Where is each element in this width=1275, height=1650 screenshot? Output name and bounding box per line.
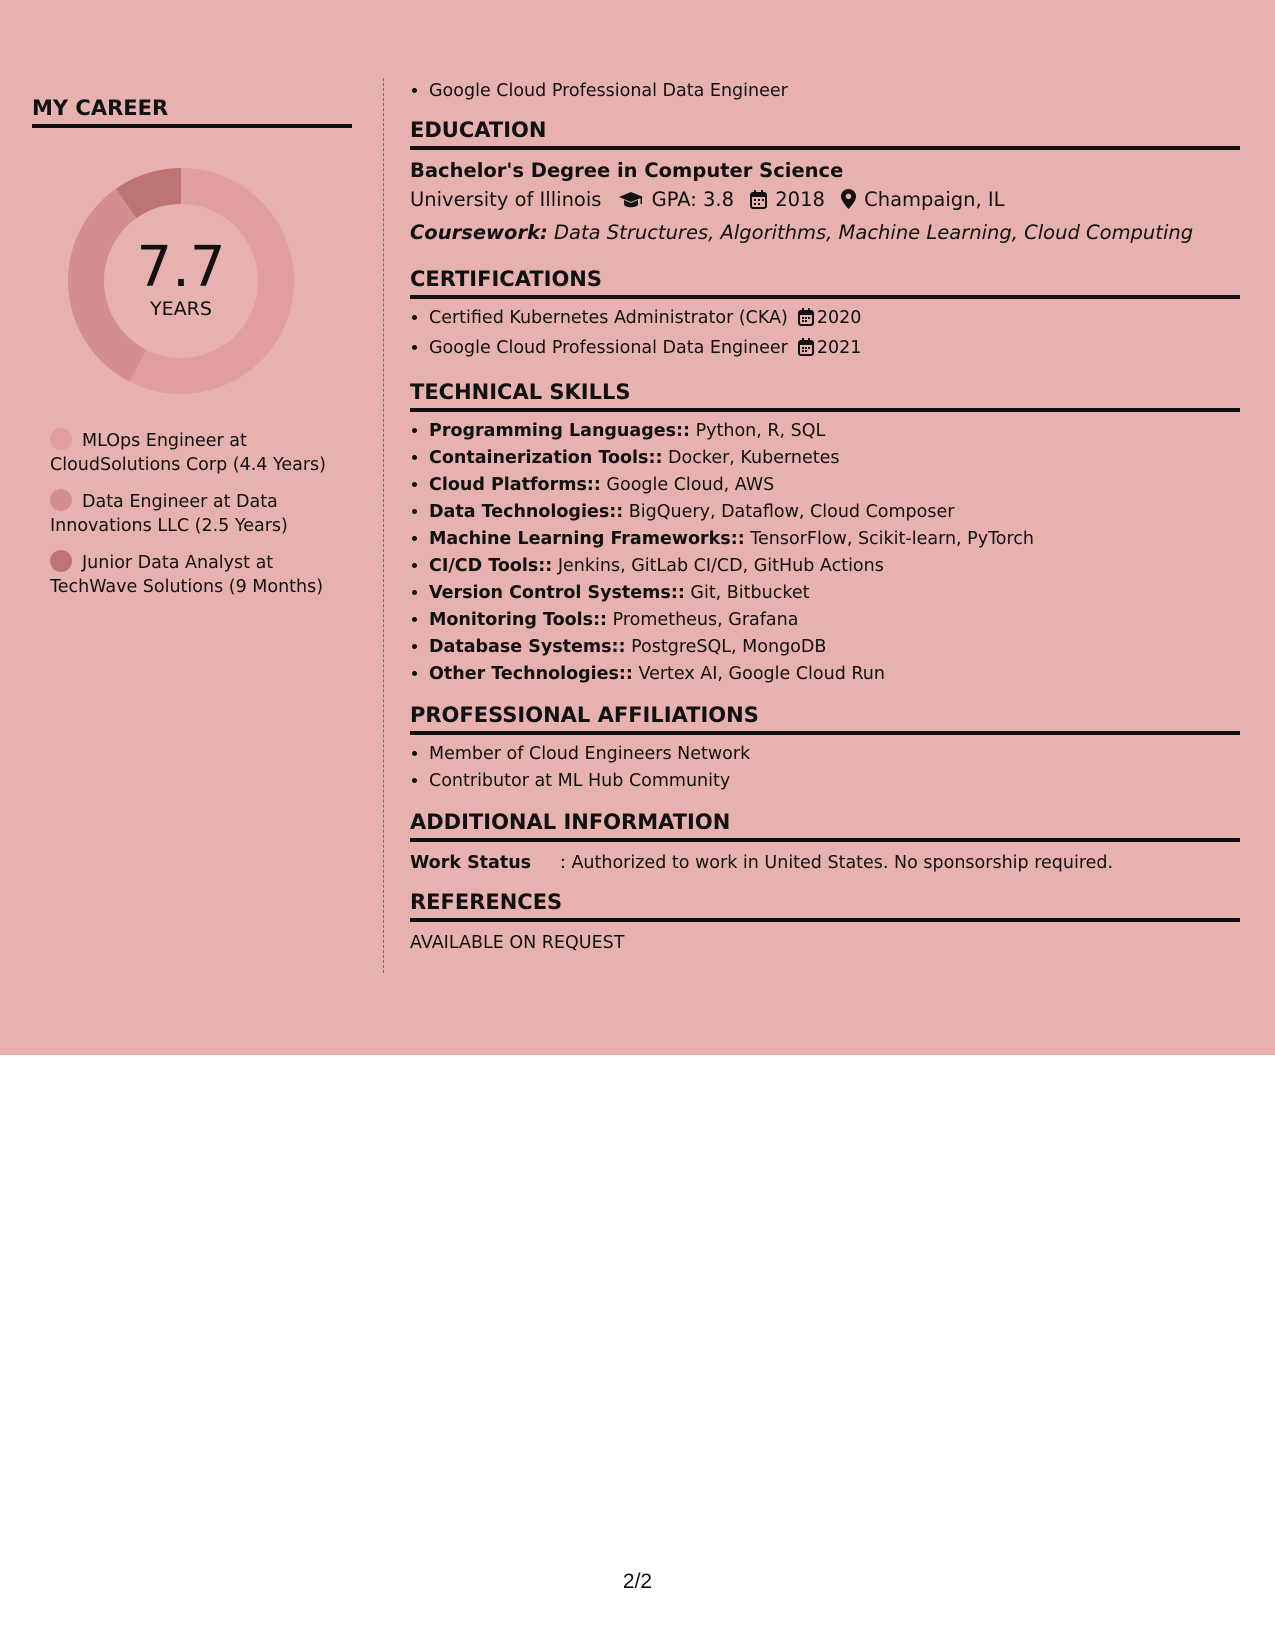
skill-item [429, 607, 1240, 634]
calendar-icon [798, 308, 814, 335]
skill-item [429, 472, 1240, 499]
total-years-value: 7.7 [136, 235, 226, 300]
skill-item [429, 553, 1240, 580]
gpa-text: GPA: 3.8 [651, 188, 735, 211]
certifications-list [410, 305, 1240, 365]
legend-label: MLOps Engineer at CloudSolutions Corp (4.4 Years) [50, 431, 326, 475]
skill-label: Version Control Systems:: [429, 583, 685, 603]
skill-value: Python, R, SQL [690, 421, 826, 441]
skill-item [429, 418, 1240, 445]
skill-value: Google Cloud, AWS [600, 475, 775, 495]
skill-label: Programming Languages:: [429, 421, 691, 441]
work-status-row [410, 850, 1240, 877]
main-column [410, 78, 1240, 957]
legend-dot-icon [50, 550, 72, 572]
map-pin-icon [841, 187, 856, 218]
skill-label: Other Technologies:: [429, 664, 633, 684]
skill-value: PostgreSQL, MongoDB [625, 637, 827, 657]
skill-label: Monitoring Tools:: [429, 610, 608, 630]
page-number: 2/2 [622, 1570, 653, 1593]
skills-list [410, 418, 1240, 688]
total-years-unit: YEARS [150, 298, 212, 320]
skill-value: Prometheus, Grafana [607, 610, 799, 630]
career-title: MY CAREER [32, 96, 352, 128]
certification-name: Certified Kubernetes Administrator (CKA) [429, 308, 788, 328]
legend-dot-icon [50, 489, 72, 511]
graduation-year: 2018 [775, 188, 825, 211]
skill-item [429, 580, 1240, 607]
skill-label: Data Technologies:: [429, 502, 624, 522]
skill-label: Cloud Platforms:: [429, 475, 601, 495]
skill-value: Git, Bitbucket [684, 583, 810, 603]
affiliations-list [410, 741, 1240, 795]
affiliation-item: • Member of Cloud Engineers Network [429, 741, 1240, 768]
education-details [410, 184, 1240, 218]
coursework-label: Coursework: [410, 221, 548, 244]
skill-value: Jenkins, GitLab CI/CD, GitHub Actions [552, 556, 884, 576]
skill-item [429, 634, 1240, 661]
skill-item [429, 661, 1240, 688]
career-sidebar [32, 96, 352, 611]
skill-label: Database Systems:: [429, 637, 626, 657]
calendar-icon [750, 187, 767, 218]
legend-item-mlops [50, 428, 352, 477]
skill-item [429, 499, 1240, 526]
skill-label: CI/CD Tools:: [429, 556, 553, 576]
column-divider [383, 78, 384, 973]
skill-item [429, 526, 1240, 553]
coursework-list: Data Structures, Algorithms, Machine Learning, Cloud Computing [547, 221, 1194, 244]
carryover-list [410, 78, 1240, 105]
certification-year: 2020 [816, 308, 862, 328]
school-location: Champaign, IL [864, 188, 1005, 211]
certification-item [429, 305, 1240, 335]
coursework-line [410, 218, 1240, 248]
certification-name: Google Cloud Professional Data Engineer [429, 338, 788, 358]
affiliations-heading: PROFESSIONAL AFFILIATIONS [410, 702, 1240, 735]
legend-dot-icon [50, 428, 72, 450]
list-item: • Google Cloud Professional Data Engineer [429, 78, 1240, 105]
skill-label: Containerization Tools:: [429, 448, 663, 468]
legend-item-data-engineer [50, 489, 352, 538]
skill-label: Machine Learning Frameworks:: [429, 529, 745, 549]
donut-center [66, 166, 296, 396]
legend-item-junior-analyst [50, 550, 352, 599]
education-heading: EDUCATION [410, 117, 1240, 150]
certification-year: 2021 [816, 338, 862, 358]
skill-value: Vertex AI, Google Cloud Run [632, 664, 885, 684]
skill-value: BigQuery, Dataflow, Cloud Composer [623, 502, 955, 522]
skill-value: TensorFlow, Scikit-learn, PyTorch [744, 529, 1035, 549]
skills-heading: TECHNICAL SKILLS [410, 379, 1240, 412]
school-name: University of Illinois [410, 188, 602, 211]
legend-label: Data Engineer at Data Innovations LLC (2.5 Years) [50, 492, 288, 536]
references-text: AVAILABLE ON REQUEST [410, 933, 625, 953]
calendar-icon [798, 338, 814, 365]
work-status-value: : Authorized to work in United States. No sponsorship required. [560, 853, 1114, 873]
affiliation-item: • Contributor at ML Hub Community [429, 768, 1240, 795]
additional-info-heading: ADDITIONAL INFORMATION [410, 809, 1240, 842]
graduation-cap-icon [618, 187, 644, 218]
legend-label: Junior Data Analyst at TechWave Solutions (9 Months) [50, 553, 324, 597]
work-status-label: Work Status [410, 853, 532, 873]
career-donut-chart [66, 166, 296, 396]
skill-item [429, 445, 1240, 472]
certification-item [429, 335, 1240, 365]
career-legend [32, 428, 352, 599]
certifications-heading: CERTIFICATIONS [410, 266, 1240, 299]
skill-value: Docker, Kubernetes [662, 448, 840, 468]
references-heading: REFERENCES [410, 889, 1240, 922]
degree-title: Bachelor's Degree in Computer Science [410, 159, 844, 182]
